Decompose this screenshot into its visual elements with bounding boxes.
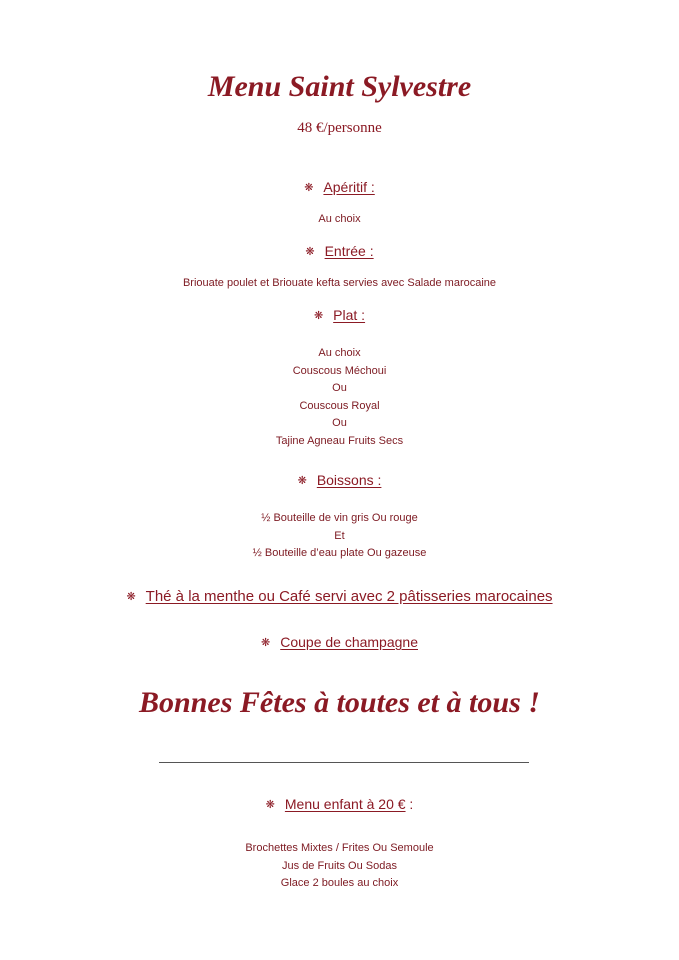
boissons-item: ½ Bouteille de vin gris Ou rouge <box>261 512 418 524</box>
bullet-star-icon: ❋ <box>126 591 136 603</box>
plat-item: Tajine Agneau Fruits Secs <box>275 434 404 447</box>
plat-item: Au choix <box>318 347 361 359</box>
section-champagne <box>0 634 679 650</box>
bullet-star-icon: ❋ <box>305 246 315 258</box>
plat-item: Couscous Royal <box>299 399 380 412</box>
entree-item: Briouate poulet et Briouate kefta servies avec Salade marocaine <box>182 277 497 289</box>
section-aperitif <box>0 179 679 195</box>
bullet-star-icon: ❋ <box>261 637 271 649</box>
boissons-item: Et <box>334 529 345 542</box>
section-the <box>0 588 679 605</box>
bullet-star-icon: ❋ <box>304 182 314 194</box>
section-plat <box>0 307 679 323</box>
boissons-item: ½ Bouteille d’eau plate Ou gazeuse <box>252 547 427 559</box>
price-per-person: 48 €/personne <box>297 120 382 136</box>
section-champagne-label: Coupe de champagne <box>280 634 418 650</box>
section-plat-label: Plat : <box>333 307 366 323</box>
enfant-item: Glace 2 boules au choix <box>280 877 399 889</box>
enfant-item: Jus de Fruits Ou Sodas <box>282 859 397 872</box>
section-the-label: Thé à la menthe ou Café servi avec 2 pâtisseries marocaines <box>145 588 553 605</box>
divider <box>159 762 529 763</box>
section-aperitif-label: Apéritif : <box>323 179 375 195</box>
greeting: Bonnes Fêtes à toutes et à tous ! <box>139 686 540 719</box>
bullet-star-icon: ❋ <box>313 310 324 322</box>
bullet-star-icon: ❋ <box>297 475 307 487</box>
aperitif-item: Au choix <box>318 213 361 225</box>
plat-item: Ou <box>332 382 347 394</box>
section-enfant-suffix: : <box>405 796 414 812</box>
section-enfant-label: Menu enfant à 20 € <box>284 796 406 812</box>
menu-title: Menu Saint Sylvestre <box>207 70 472 103</box>
section-enfant <box>0 796 679 812</box>
plat-item: Couscous Méchoui <box>292 364 387 377</box>
section-boissons-label: Boissons : <box>316 472 382 488</box>
plat-item: Ou <box>332 417 347 429</box>
section-boissons <box>0 472 679 488</box>
section-entree-label: Entrée : <box>324 243 374 259</box>
enfant-item: Brochettes Mixtes / Frites Ou Semoule <box>245 842 434 854</box>
bullet-star-icon: ❋ <box>265 799 275 811</box>
section-entree <box>0 243 679 259</box>
